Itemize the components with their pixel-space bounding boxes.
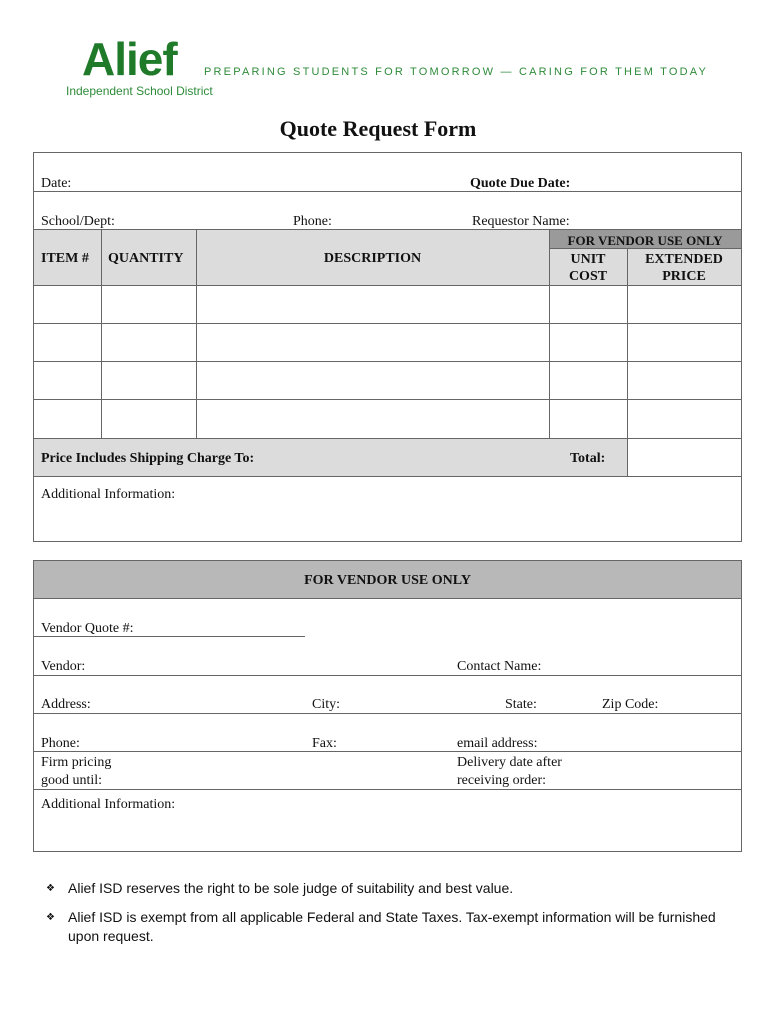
col-quantity-header: QUANTITY — [108, 251, 184, 266]
request-form — [33, 152, 742, 542]
col-description-header: DESCRIPTION — [323, 251, 422, 266]
bullet-icon: ❖ — [46, 912, 55, 923]
alief-logo — [66, 34, 726, 104]
shipping-charge-label: Price Includes Shipping Charge To: — [41, 451, 255, 466]
school-dept-label: School/Dept: — [41, 214, 115, 229]
col-cost-header: COST — [568, 269, 608, 284]
vendor-use-only-label: FOR VENDOR USE ONLY — [567, 233, 723, 248]
vendor-quote-label: Vendor Quote #: — [41, 621, 134, 636]
state-label: State: — [505, 697, 537, 712]
logo-wordmark: Alief — [82, 33, 177, 85]
additional-info-label: Additional Information: — [41, 487, 176, 502]
delivery-date-label-2: receiving order: — [457, 773, 547, 788]
col-item-header: ITEM # — [41, 251, 89, 266]
email-label: email address: — [457, 736, 538, 751]
requestor-name-label: Requestor Name: — [472, 214, 570, 229]
vendor-use-only-header: FOR VENDOR USE ONLY — [304, 573, 471, 588]
vendor-label: Vendor: — [41, 659, 86, 674]
firm-pricing-label-1: Firm pricing — [41, 755, 112, 770]
bullet-icon: ❖ — [46, 883, 55, 894]
date-label: Date: — [41, 176, 72, 191]
col-extended-header: EXTENDED — [645, 252, 723, 267]
logo-subtitle: Independent School District — [66, 84, 213, 98]
contact-name-label: Contact Name: — [457, 659, 542, 674]
total-label: Total: — [570, 451, 606, 466]
fax-label: Fax: — [312, 736, 337, 751]
city-label: City: — [312, 697, 341, 712]
col-price-header: PRICE — [662, 269, 706, 284]
col-unit-header: UNIT — [570, 252, 606, 267]
vendor-phone-label: Phone: — [41, 736, 80, 751]
address-label: Address: — [41, 697, 91, 712]
logo-tagline: PREPARING STUDENTS FOR TOMORROW — CARING FOR THEM TODAY — [204, 66, 708, 78]
firm-pricing-label-2: good until: — [41, 773, 103, 788]
page-title: Quote Request Form — [279, 116, 477, 141]
note-suitability: Alief ISD reserves the right to be sole judge of suitability and best value. — [68, 880, 514, 896]
note-tax-exempt: Alief ISD is exempt from all applicable Federal and State Taxes. Tax-exempt information will be furnished upon request. — [68, 909, 716, 944]
vendor-additional-info-label: Additional Information: — [41, 797, 176, 812]
phone-label: Phone: — [293, 214, 332, 229]
quote-due-date-label: Quote Due Date: — [470, 176, 571, 191]
zip-code-label: Zip Code: — [602, 697, 659, 712]
delivery-date-label-1: Delivery date after — [457, 755, 562, 770]
